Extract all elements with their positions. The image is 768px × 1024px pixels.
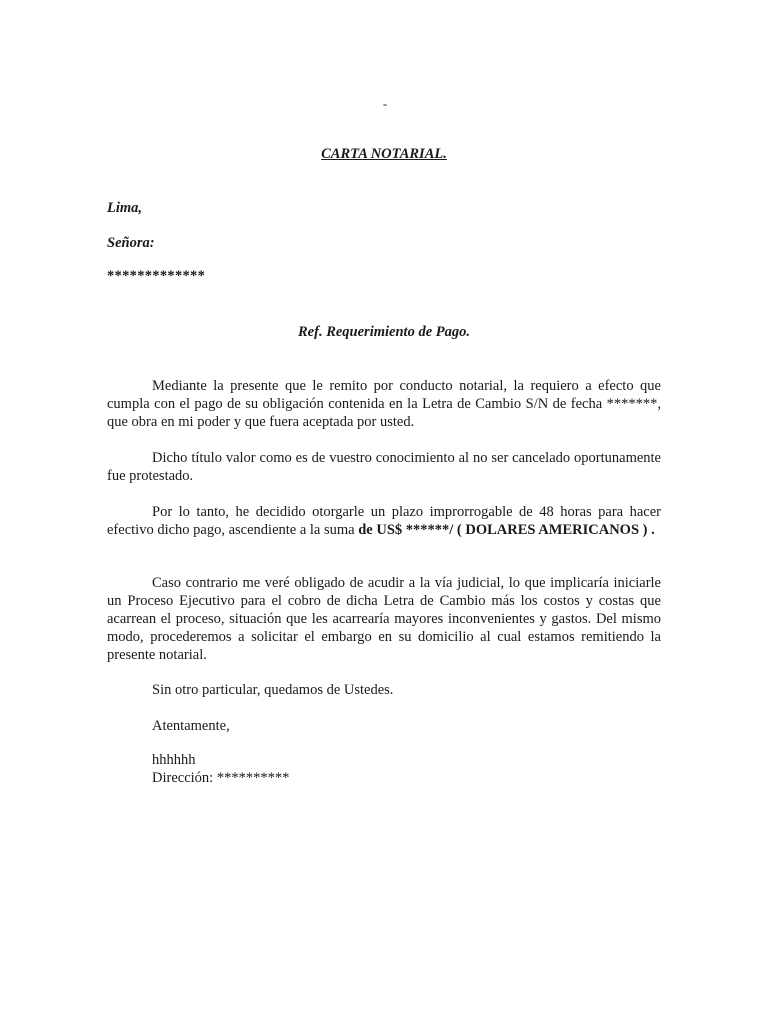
paragraph-request: Mediante la presente que le remito por conducto notarial, la requiero a efecto que cumpla con el pago de su obligación contenida en la Letra de Cambio S/N de fecha *******, que obra en mi poder y que fuera aceptada por usted. (107, 378, 661, 430)
salutation: Señora: (107, 235, 155, 251)
closing-line: Sin otro particular, quedamos de Ustedes. (152, 682, 394, 698)
top-dash: - (382, 96, 388, 111)
paragraph-protest: Dicho título valor como es de vuestro conocimiento al no ser cancelado oportunamente fue protestado. (107, 450, 661, 484)
amount-text: de US$ ******/ ( DOLARES AMERICANOS ) . (358, 522, 655, 538)
paragraph-deadline (107, 503, 661, 539)
addressee-name: ************* (107, 268, 206, 284)
farewell-line: Atentamente, (152, 718, 230, 734)
reference-line: Ref. Requerimiento de Pago. (298, 324, 470, 340)
city-line: Lima, (107, 200, 143, 216)
signer-address: Dirección: ********** (152, 770, 290, 786)
deadline-text: Por lo tanto, he decidido otorgarle un plazo improrrogable de 48 horas para hacer efectivo dicho pago, ascendiente a la suma (107, 504, 661, 538)
paragraph-consequences: Caso contrario me veré obligado de acudir a la vía judicial, lo que implicaría iniciarle un Proceso Ejecutivo para el cobro de dicha Letra de Cambio más los costos y costas que acarrean el proceso, situación que les acarrearía mayores inconvenientes y gastos. Del mismo modo, procederemos a solicitar el embargo en su domicilio al cual estamos remitiendo la presente notarial. (107, 575, 661, 663)
signer-name: hhhhhh (152, 752, 196, 768)
letter-title: CARTA NOTARIAL. (321, 146, 447, 162)
